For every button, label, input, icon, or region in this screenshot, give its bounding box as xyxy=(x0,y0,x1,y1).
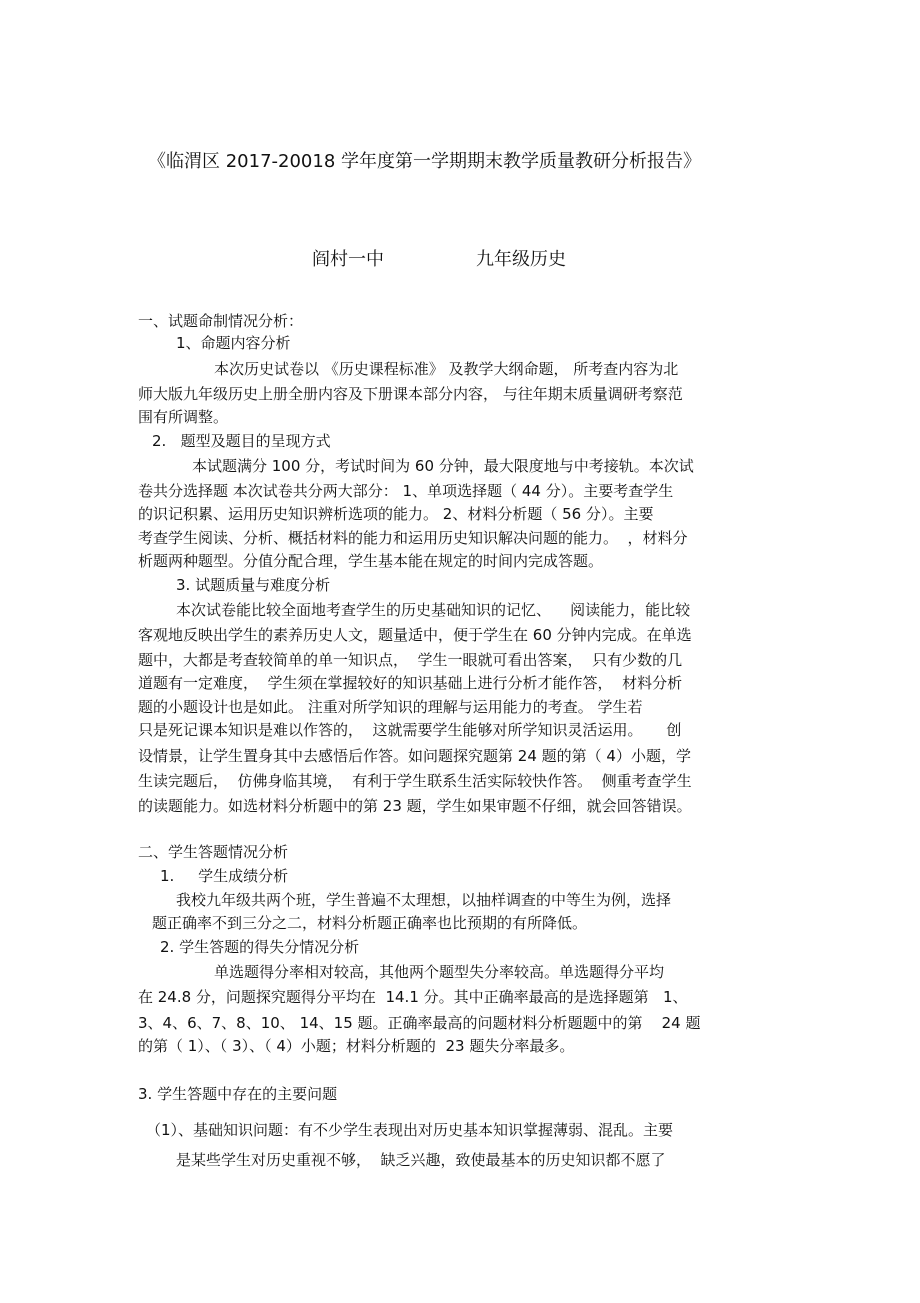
paragraph-line: 我校九年级共两个班，学生普遍不太理想，以抽样调查的中等生为例，选择 xyxy=(176,891,672,909)
paragraph-line: 的第（ 1）、（ 3）、（ 4）小题；材料分析题的 23 题失分率最多。 xyxy=(138,1037,575,1055)
paragraph-line: 生读完题后， 仿佛身临其境， 有利于学生联系生活实际较快作答。 侧重考查学生 xyxy=(138,772,692,790)
subsection-heading: 3. 学生答题中存在的主要问题 xyxy=(138,1085,338,1103)
subsection-heading: 1、命题内容分析 xyxy=(176,334,291,352)
paragraph-line: 只是死记课本知识是难以作答的， 这就需要学生能够对所学知识灵活运用。 创 xyxy=(138,721,682,739)
section-heading: 二、学生答题情况分析 xyxy=(138,843,289,861)
subsection-heading: 2. 学生答题的得失分情况分析 xyxy=(160,938,360,956)
school-name: 阎村一中 xyxy=(312,249,384,270)
paragraph-line: 是某些学生对历史重视不够， 缺乏兴趣，致使最基本的历史知识都不愿了 xyxy=(176,1151,666,1169)
subsection-heading: 2. 题型及题目的呈现方式 xyxy=(152,432,331,450)
subsection-heading: 1. 学生成绩分析 xyxy=(160,867,289,885)
paragraph-line: 考查学生阅读、分析、概括材料的能力和运用历史知识解决问题的能力。 ，材料分 xyxy=(138,529,688,547)
paragraph-line: 围有所调整。 xyxy=(138,408,229,426)
paragraph-line: 本次历史试卷以 《历史课程标准》 及教学大纲命题， 所考查内容为北 xyxy=(214,360,679,378)
subsection-heading: 3. 试题质量与难度分析 xyxy=(176,576,331,594)
paragraph-line: 设情景，让学生置身其中去感悟后作答。如问题探究题第 24 题的第（ 4）小题，学 xyxy=(138,747,691,765)
paragraph-line: 本次试卷能比较全面地考查学生的历史基础知识的记忆、 阅读能力，能比较 xyxy=(176,601,691,619)
paragraph-line: 的识记积累、运用历史知识辨析选项的能力。 2、材料分析题（ 56 分）。主要 xyxy=(138,505,654,523)
paragraph-line: 题的小题设计也是如此。 注重对所学知识的理解与运用能力的考查。 学生若 xyxy=(138,698,643,716)
report-title: 《临渭区 2017-20018 学年度第一学期期末教学质量教研分析报告》 xyxy=(148,151,702,172)
paragraph-line: 师大版九年级历史上册全册内容及下册课本部分内容， 与往年期末质量调研考察范 xyxy=(138,385,683,403)
paragraph-line: （1）、基础知识问题：有不少学生表现出对历史基本知识掌握薄弱、混乱。主要 xyxy=(146,1121,674,1139)
subject-name: 九年级历史 xyxy=(476,249,566,270)
section-heading: 一、试题命制情况分析： xyxy=(138,312,304,330)
paragraph-line: 的读题能力。如选材料分析题中的第 23 题，学生如果审题不仔细，就会回答错误。 xyxy=(138,797,692,815)
paragraph-line: 卷共分选择题 本次试卷共分两大部分： 1、单项选择题（ 44 分）。主要考查学生 xyxy=(138,482,674,500)
paragraph-line: 本试题满分 100 分，考试时间为 60 分钟，最大限度地与中考接轨。本次试 xyxy=(192,457,694,475)
paragraph-line: 客观地反映出学生的素养历史人文，题量适中，便于学生在 60 分钟内完成。在单选 xyxy=(138,626,692,644)
paragraph-line: 析题两种题型。分值分配合理，学生基本能在规定的时间内完成答题。 xyxy=(138,552,604,570)
paragraph-line: 道题有一定难度， 学生须在掌握较好的知识基础上进行分析才能作答， 材料分析 xyxy=(138,674,683,692)
paragraph-line: 单选题得分率相对较高，其他两个题型失分率较高。单选题得分平均 xyxy=(214,963,665,981)
paragraph-line: 3、4、6、7、8、10、 14、15 题。正确率最高的问题材料分析题题中的第 24 题 xyxy=(138,1014,701,1032)
paragraph-line: 题正确率不到三分之二，材料分析题正确率也比预期的有所降低。 xyxy=(152,914,588,932)
paragraph-line: 在 24.8 分，问题探究题得分平均在 14.1 分。其中正确率最高的是选择题第 1、 xyxy=(138,988,688,1006)
paragraph-line: 题中，大都是考查较简单的单一知识点， 学生一眼就可看出答案， 只有少数的几 xyxy=(138,651,683,669)
